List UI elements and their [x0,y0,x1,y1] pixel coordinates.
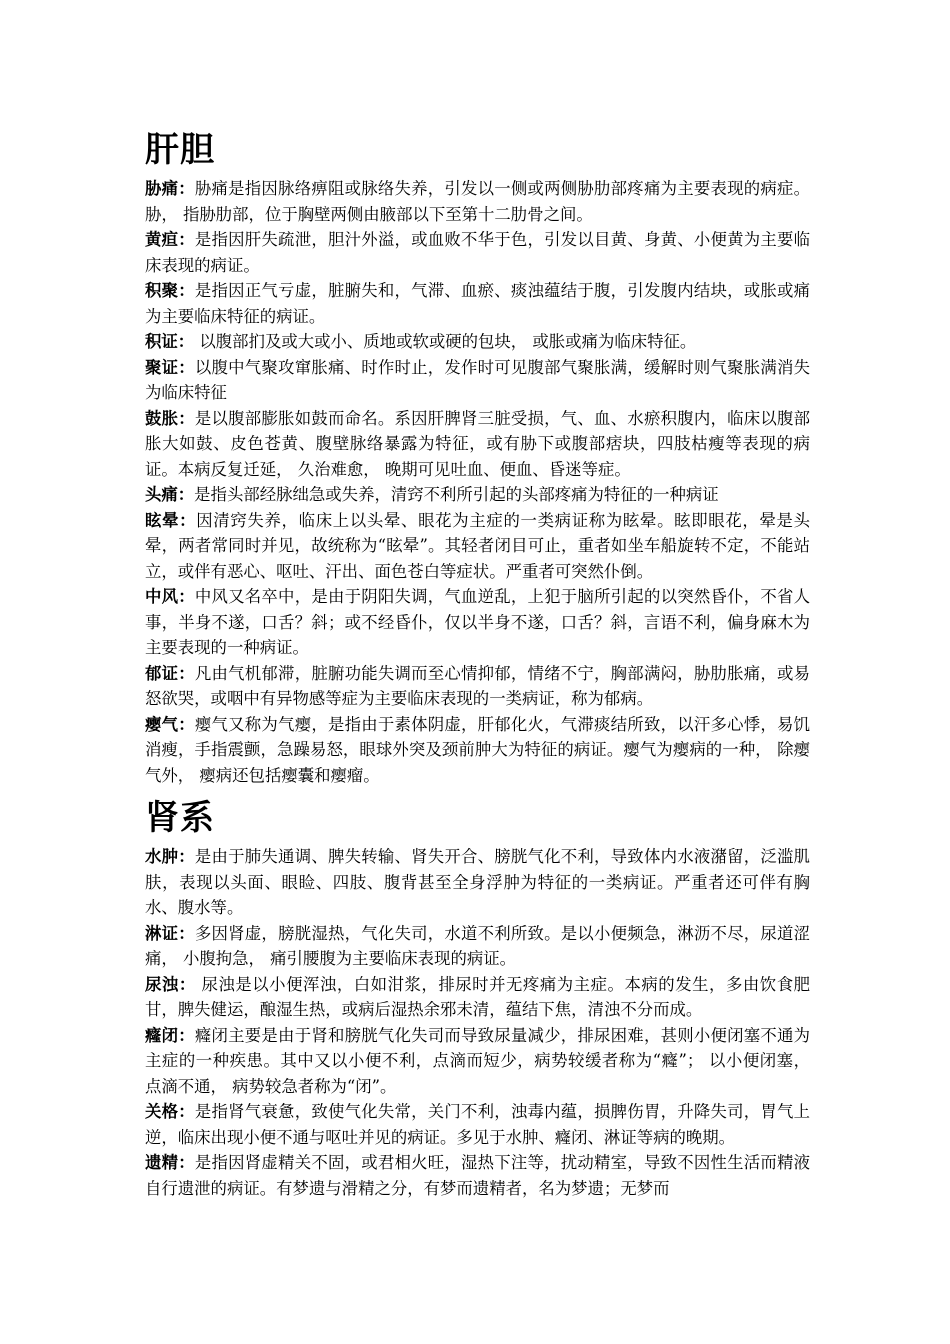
entry-text: 凡由气机郁滞，脏腑功能失调而至心情抑郁，情绪不宁，胸部满闷，胁肋胀痛，或易怒欲哭，或咽中有异物感等症为主要临床表现的一类病证，称为郁病。 [145,663,811,708]
entry-term: 鼓胀： [145,408,195,428]
entry-zhongfeng [145,584,810,661]
entry-term: 聚证： [145,357,195,377]
entry-term: 关格： [145,1102,195,1121]
entry-guange [145,1099,810,1150]
entry-term: 积聚： [145,281,195,300]
entry-term: 中风： [145,587,195,606]
entry-text: 是指肾气衰惫，致使气化失常，关门不利，浊毒内蕴，损脾伤胃，升降失司，胃气上逆，临床出现小便不通与呕吐并见的病证。多见于水肿、癃闭、淋证等病的晚期。 [145,1102,811,1147]
entry-toutong [145,482,810,508]
entry-huangdan [145,227,810,278]
entry-text: 中风又名卒中，是由于阴阳失调，气血逆乱，上犯于脑所引起的以突然昏仆，不省人事，半身不遂，口舌？斜；或不经昏仆，仅以半身不遂，口舌？斜，言语不利，偏身麻木为主要表现的一种病证。 [145,587,811,657]
entry-yuzheng [145,661,810,712]
entry-text: 以腹中气聚攻窜胀痛、时作时止，发作时可见腹部气聚胀满，缓解时则气聚胀满消失为临床特征 [145,357,811,402]
entry-term: 水肿： [145,847,195,866]
entry-shuizhong [145,844,810,921]
entry-term: 头痛： [145,485,195,504]
document-page [145,128,810,1201]
entry-linzheng [145,921,810,972]
entry-text: 瘿气又称为气瘿，是指由于素体阴虚，肝郁化火，气滞痰结所致，以汗多心悸，易饥消瘦，手指震颤，急躁易怒，眼球外突及颈前肿大为特征的病证。瘿气为瘿病的一种， 除瘿气外， 瘿病还包括瘿囊和瘿瘤。 [145,714,811,785]
entry-juzheng [145,355,810,406]
entry-text: 是指因肾虚精关不固，或君相火旺，湿热下注等，扰动精室，导致不因性生活而精液自行遗泄的病证。有梦遗与滑精之分，有梦而遗精者，名为梦遗；无梦而 [145,1153,811,1198]
entry-text: 尿浊是以小便浑浊，白如泔浆，排尿时并无疼痛为主症。本病的发生，多由饮食肥甘，脾失健运，酿湿生热，或病后湿热余邪未清，蕴结下焦，清浊不分而成。 [145,974,811,1019]
entry-text: 是以腹部膨胀如鼓而命名。系因肝脾肾三脏受损，气、血、水瘀积腹内，临床以腹部胀大如鼓、皮色苍黄、腹壁脉络暴露为特征，或有胁下或腹部痞块，四肢枯瘦等表现的病证。本病反复迁延， 久治难愈， 晚期可见吐血、便血、昏迷等症。 [145,408,811,479]
entry-term: 尿浊： [145,974,196,994]
entry-term: 眩晕： [145,510,197,530]
entry-term: 淋证： [145,923,195,943]
entry-text: 因清窍失养，临床上以头晕、眼花为主症的一类病证称为眩晕。眩即眼花，晕是头晕，两者常同时并见，故统称为“眩晕”。其轻者闭目可止，重者如坐车船旋转不定，不能站立，或伴有恶心、呕吐、汗出、面色苍白等症状。严重者可突然仆倒。 [145,510,811,581]
entry-text: 是指因正气亏虚，脏腑失和，气滞、血瘀、痰浊蕴结于腹，引发腹内结块，或胀或痛为主要临床特征的病证。 [145,281,811,326]
entry-jiju [145,278,810,329]
entry-text: 是指头部经脉绌急或失养，清窍不利所引起的头部疼痛为特征的一种病证 [194,485,719,504]
entry-text: 是指因肝失疏泄，胆汁外溢，或血败不华于色，引发以目黄、身黄、小便黄为主要临床表现的病证。 [145,230,811,275]
entry-term: 遗精： [145,1153,195,1172]
entry-text: 胁痛是指因脉络痹阻或脉络失养，引发以一侧或两侧胁肋部疼痛为主要表现的病症。胁， 指胁肋部，位于胸壁两侧由腋部以下至第十二肋骨之间。 [145,179,811,224]
entry-xuanyun [145,508,810,585]
entry-guzhang [145,406,810,483]
entry-longbi [145,1023,810,1100]
entry-term: 黄疸： [145,230,195,249]
entry-term: 癃闭： [145,1025,195,1045]
entry-term: 瘿气： [145,714,195,734]
section-title-liver-gallbladder: 肝胆 [145,130,215,170]
entry-term: 胁痛： [145,179,195,198]
entry-term: 积证： [145,332,195,351]
entry-text: 是由于肺失通调、脾失转输、肾失开合、膀胱气化不利，导致体内水液潴留，泛滥肌肤，表现以头面、眼睑、四肢、腹背甚至全身浮肿为特征的一类病证。严重者还可伴有胸水、腹水等。 [145,847,811,917]
entry-text: 癃闭主要是由于肾和膀胱气化失司而导致尿量减少，排尿困难，甚则小便闭塞不通为主症的一种疾患。其中又以小便不利，点滴而短少，病势较缓者称为“癃”； 以小便闭塞， 点滴不通， 病势较急者称为“闭”。 [145,1025,811,1096]
entry-text: 以腹部扪及或大或小、质地或软或硬的包块， 或胀或痛为临床特征。 [194,332,697,351]
entry-jizheng [145,329,810,355]
section-title-kidney-system: 肾系 [145,798,215,838]
entry-term: 郁证： [145,663,195,683]
entry-yijing [145,1150,810,1201]
entry-yingqi [145,712,810,789]
entry-xietong [145,176,810,227]
entry-text: 多因肾虚，膀胱湿热，气化失司，水道不利所致。是以小便频急，淋沥不尽，尿道涩痛， 小腹拘急， 痛引腰腹为主要临床表现的病证。 [145,923,811,968]
entry-niaozhuo [145,972,810,1023]
